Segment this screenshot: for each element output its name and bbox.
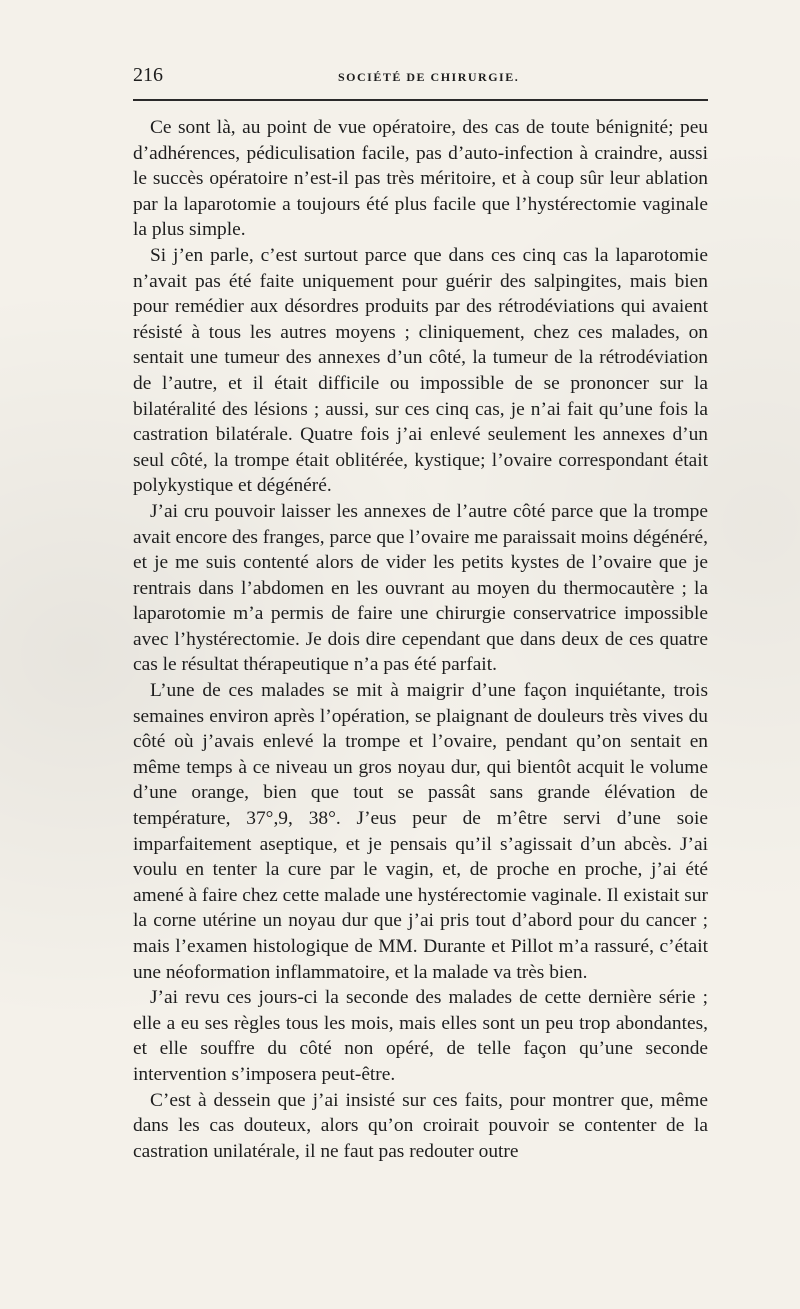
page-header (133, 64, 708, 92)
page-number: 216 (133, 64, 163, 86)
paragraph: Ce sont là, au point de vue opératoire, des cas de toute bénignité; peu d’adhérences, pédiculisation facile, pas d’auto-infection à craindre, aussi le succès opératoire n’est-il pas très méritoire, et à coup sûr leur ablation par la laparotomie a toujours été plus facile que l’hystérectomie vaginale la plus simple. (133, 117, 708, 241)
running-title: SOCIÉTÉ DE CHIRURGIE. (338, 70, 520, 84)
paragraph: J’ai cru pouvoir laisser les annexes de l’autre côté parce que la trompe avait encore des franges, parce que l’ovaire me paraissait moins dégénéré, et je me suis contenté alors de vider les petits kystes de l’ovaire que je rentrais dans l’abdomen en les ouvrant au moyen du thermocautère ; la laparotomie m’a permis de faire une chirurgie conservatrice impossible avec l’hystérectomie. Je dois dire cependant que dans deux de ces quatre cas le résultat thérapeutique n’a pas été parfait. (133, 500, 708, 676)
paragraph: C’est à dessein que j’ai insisté sur ces faits, pour montrer que, même dans les cas douteux, alors qu’on croirait pouvoir se contenter de la castration unilatérale, il ne faut pas redouter outre (133, 1089, 708, 1162)
paragraph: Si j’en parle, c’est surtout parce que dans ces cinq cas la laparotomie n’avait pas été faite uniquement pour guérir des salpingites, mais bien pour remédier aux désordres produits par des rétrodéviations qui avaient résisté à tous les autres moyens ; cliniquement, chez ces malades, on sentait une tumeur des annexes d’un côté, la tumeur de la rétrodéviation de l’autre, et il était difficile ou impossible de se prononcer sur la bilatéralité des lésions ; aussi, sur ces cinq cas, je n’ai fait qu’une fois la castration bilatérale. Quatre fois j’ai enlevé seulement les annexes d’un seul côté, la trompe était oblitérée, kystique; l’ovaire correspondant était polykystique et dégénéré. (133, 244, 708, 497)
paragraph: L’une de ces malades se mit à maigrir d’une façon inquiétante, trois semaines environ après l’opération, se plaignant de douleurs très vives du côté où j’avais enlevé la trompe et l’ovaire, pendant qu’on sentait en même temps à ce niveau un gros noyau dur, qui bientôt acquit le volume d’une orange, bien que tout se passât sans grande élévation de température, 37°,9, 38°. J’eus peur de m’être servi d’une soie imparfaitement aseptique, et je pensais qu’il s’agissait d’un abcès. J’ai voulu en tenter la cure par le vagin, et, de proche en proche, j’ai été amené à faire chez cette malade une hystérectomie vaginale. Il existait sur la corne utérine un noyau dur que j’ai pris tout d’abord pour du cancer ; mais l’examen histologique de MM. Durante et Pillot m’a rassuré, c’était une néoformation inflammatoire, et la malade va très bien. (133, 680, 708, 983)
paragraph: J’ai revu ces jours-ci la seconde des malades de cette dernière série ; elle a eu ses règles tous les mois, mais elles sont un peu trop abondantes, et elle souffre du côté non opéré, de telle façon qu’une seconde intervention s’imposera peut-être. (133, 987, 708, 1085)
body-text (133, 115, 708, 1164)
header-rule (133, 99, 708, 101)
